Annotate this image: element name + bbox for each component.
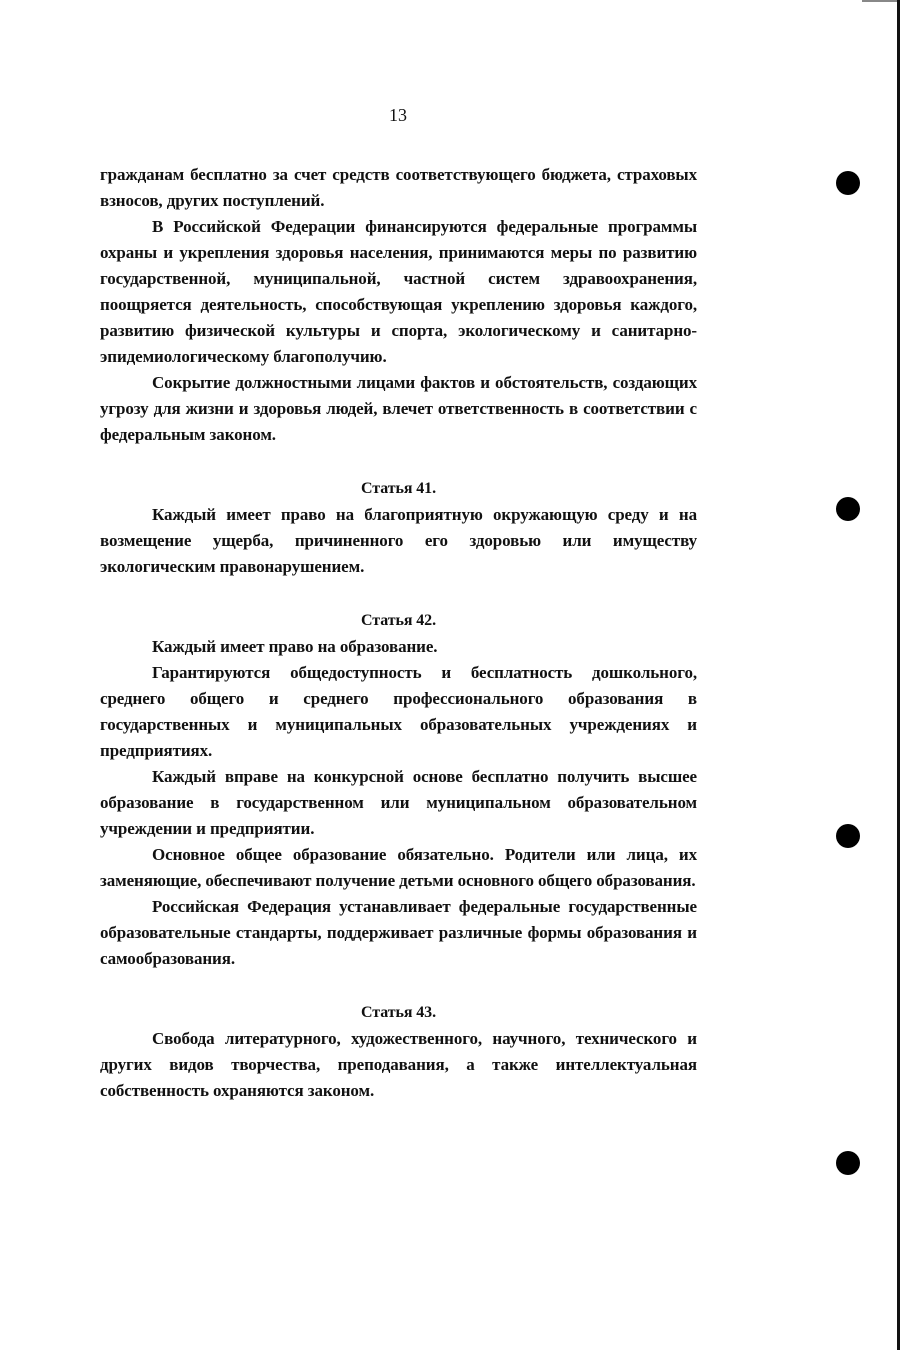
article-heading: Статья 41.	[361, 480, 436, 497]
punch-hole-icon	[836, 497, 860, 521]
paragraph: В Российской Федерации финансируются федеральные программы охраны и укрепления здоровья населения, принимаются меры по развитию государственной, муниципальной, частной систем здравоохранения, поощряется деятельность, способствующая укреплению здоровья каждого, развитию физической культуры и спорта, экологическому и санитарно-эпидемиологическому благополучию.	[100, 217, 697, 366]
page-number: 13	[389, 105, 407, 125]
paragraph: Каждый вправе на конкурсной основе бесплатно получить высшее образование в государственном или муниципальном образовательном учреждении и предприятии.	[100, 767, 697, 838]
paragraph: Основное общее образование обязательно. Родители или лица, их заменяющие, обеспечивают получение детьми основного общего образования.	[100, 845, 697, 890]
article-heading: Статья 43.	[361, 1004, 436, 1021]
paragraph: Каждый имеет право на образование.	[152, 637, 438, 656]
paragraph: Гарантируются общедоступность и бесплатность дошкольного, среднего общего и среднего профессионального образования в государственных и муниципальных образовательных учреждениях и предприятиях.	[100, 663, 697, 760]
scan-top-edge	[862, 0, 898, 2]
paragraph: гражданам бесплатно за счет средств соответствующего бюджета, страховых взносов, других поступлений.	[100, 165, 697, 210]
punch-hole-icon	[836, 824, 860, 848]
paragraph: Сокрытие должностными лицами фактов и обстоятельств, создающих угрозу для жизни и здоровья людей, влечет ответственность в соответствии с федеральным законом.	[100, 373, 697, 444]
punch-hole-icon	[836, 171, 860, 195]
paragraph: Свобода литературного, художественного, научного, технического и других видов творчества, преподавания, а также интеллектуальная собственность охраняются законом.	[100, 1029, 697, 1100]
article-heading: Статья 42.	[361, 612, 436, 629]
paragraph: Каждый имеет право на благоприятную окружающую среду и на возмещение ущерба, причиненного его здоровью или имуществу экологическим правонарушением.	[100, 505, 697, 576]
document-body	[100, 162, 697, 1104]
punch-hole-icon	[836, 1151, 860, 1175]
paragraph: Российская Федерация устанавливает федеральные государственные образовательные стандарты, поддерживает различные формы образования и самообразования.	[100, 897, 697, 968]
